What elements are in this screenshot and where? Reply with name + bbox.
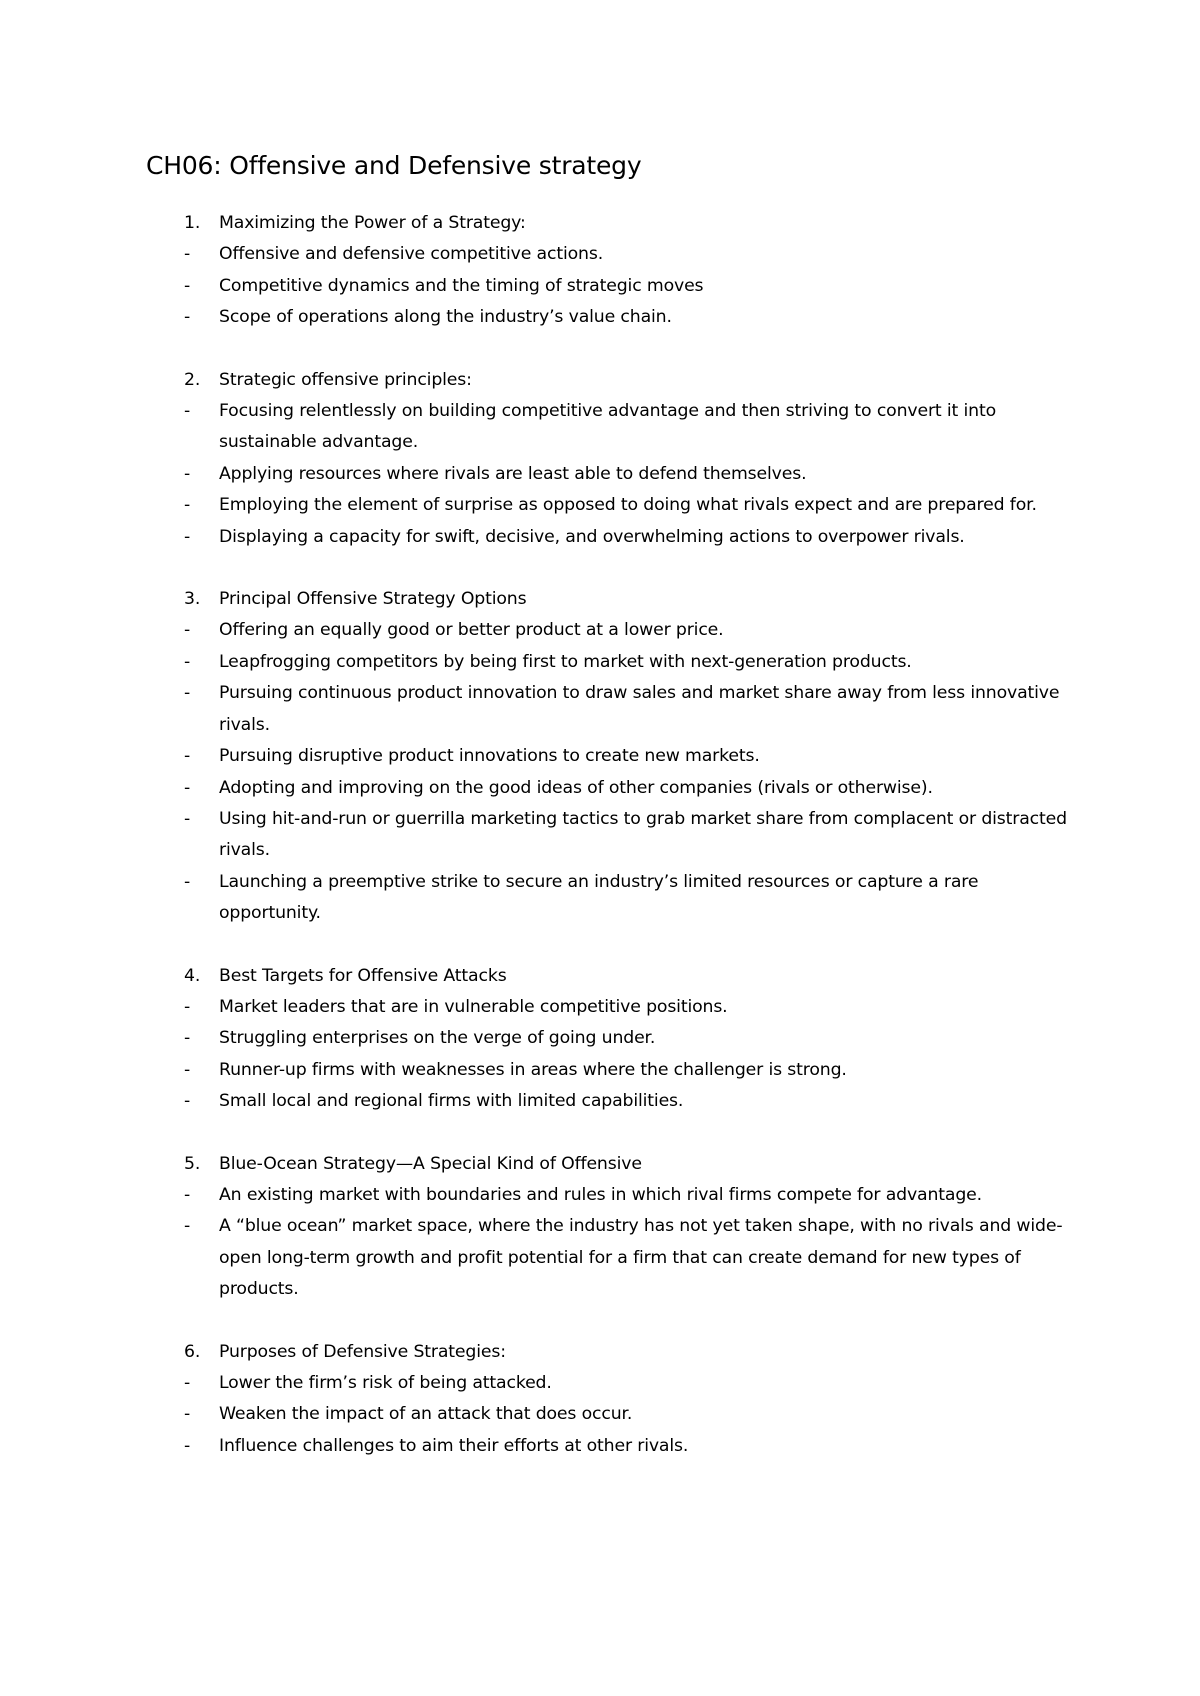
list-item-text: An existing market with boundaries and rules in which rival firms compete for advantage. <box>219 1184 983 1205</box>
dash-bullet-icon: - <box>184 777 191 798</box>
dash-bullet-icon: - <box>184 307 191 328</box>
list-item <box>184 804 1084 867</box>
list-item <box>184 867 1084 930</box>
dash-bullet-icon: - <box>184 1216 191 1237</box>
list-item <box>184 773 1084 804</box>
list-item <box>184 1055 1084 1086</box>
list-item-text: Using hit-and-run or guerrilla marketing tactics to grab market share from complacent or distracted rivals. <box>219 808 1067 861</box>
list-item-text: Adopting and improving on the good ideas of other companies (rivals or otherwise). <box>219 777 933 798</box>
list-item-text: Pursuing continuous product innovation to draw sales and market share away from less innovative rivals. <box>219 683 1060 735</box>
list-item <box>184 1431 1084 1462</box>
section-heading <box>184 1149 1084 1180</box>
dash-bullet-icon: - <box>184 651 191 672</box>
section-number: 4. <box>184 965 201 986</box>
list-item <box>184 1023 1084 1054</box>
list-item <box>184 615 1084 646</box>
list-item <box>184 490 1084 521</box>
section-number: 2. <box>184 369 201 390</box>
list-item <box>184 678 1084 741</box>
section-heading-text: Blue-Ocean Strategy—A Special Kind of Offensive <box>219 1153 642 1174</box>
list-item-text: Pursuing disruptive product innovations to create new markets. <box>219 746 760 767</box>
list-item-text: Displaying a capacity for swift, decisive, and overwhelming actions to overpower rivals. <box>219 526 965 547</box>
list-item <box>184 1086 1084 1117</box>
dash-bullet-icon: - <box>184 1059 191 1080</box>
dash-bullet-icon: - <box>184 746 191 767</box>
dash-bullet-icon: - <box>184 1028 191 1049</box>
document-title: CH06: Offensive and Defensive strategy <box>146 151 642 180</box>
dash-bullet-icon: - <box>184 463 191 484</box>
list-item <box>184 1180 1084 1211</box>
list-item <box>184 647 1084 678</box>
section-heading-text: Maximizing the Power of a Strategy: <box>219 213 526 233</box>
list-item-text: Launching a preemptive strike to secure an industry’s limited resources or capture a rare opportunity. <box>219 871 979 924</box>
dash-bullet-icon: - <box>184 275 191 296</box>
dash-bullet-icon: - <box>184 526 191 547</box>
section-2 <box>184 365 1084 553</box>
list-item <box>184 1211 1084 1305</box>
list-item <box>184 1399 1084 1430</box>
section-heading <box>184 961 1084 992</box>
dash-bullet-icon: - <box>184 808 191 829</box>
dash-bullet-icon: - <box>184 1404 191 1425</box>
dash-bullet-icon: - <box>184 401 191 422</box>
list-item-text: Struggling enterprises on the verge of going under. <box>219 1028 656 1049</box>
section-heading <box>184 584 1084 615</box>
dash-bullet-icon: - <box>184 620 191 641</box>
list-item-text: Influence challenges to aim their efforts at other rivals. <box>219 1435 689 1456</box>
list-item-text: Small local and regional firms with limited capabilities. <box>219 1091 684 1112</box>
list-item-text: Market leaders that are in vulnerable competitive positions. <box>219 996 728 1017</box>
dash-bullet-icon: - <box>184 1373 191 1393</box>
section-number: 1. <box>184 213 201 233</box>
section-4 <box>184 961 1084 1118</box>
list-item-text: Weaken the impact of an attack that does occur. <box>219 1404 633 1425</box>
list-item-text: Scope of operations along the industry’s value chain. <box>219 307 672 328</box>
section-heading <box>184 208 1084 239</box>
section-1 <box>184 208 1084 334</box>
dash-bullet-icon: - <box>184 996 191 1017</box>
dash-bullet-icon: - <box>184 683 191 704</box>
section-heading <box>184 365 1084 396</box>
dash-bullet-icon: - <box>184 871 191 892</box>
list-item <box>184 741 1084 772</box>
section-number: 6. <box>184 1341 201 1362</box>
dash-bullet-icon: - <box>184 244 191 265</box>
section-heading-text: Strategic offensive principles: <box>219 369 472 390</box>
list-item-text: Offensive and defensive competitive actions. <box>219 244 604 265</box>
list-item-text: A “blue ocean” market space, where the industry has not yet taken shape, with no rivals and wide-open long-term growth and profit potential for a firm that can create demand for new types of products. <box>219 1216 1063 1300</box>
dash-bullet-icon: - <box>184 1435 191 1456</box>
list-item <box>184 459 1084 490</box>
list-item <box>184 522 1084 553</box>
section-heading <box>184 1337 1084 1368</box>
section-6 <box>184 1337 1084 1463</box>
section-heading-text: Purposes of Defensive Strategies: <box>219 1341 506 1362</box>
list-item-text: Offering an equally good or better product at a lower price. <box>219 620 724 641</box>
list-item-text: Lower the firm’s risk of being attacked. <box>219 1373 552 1393</box>
list-item-text: Competitive dynamics and the timing of strategic moves <box>219 275 704 296</box>
list-item <box>184 396 1084 459</box>
list-item <box>184 1368 1084 1399</box>
document-body <box>184 208 1084 1493</box>
list-item <box>184 302 1084 333</box>
section-number: 3. <box>184 589 201 610</box>
list-item-text: Leapfrogging competitors by being first to market with next-generation products. <box>219 651 912 672</box>
list-item-text: Employing the element of surprise as opposed to doing what rivals expect and are prepared for. <box>219 495 1037 516</box>
list-item-text: Runner-up firms with weaknesses in areas where the challenger is strong. <box>219 1059 847 1080</box>
section-5 <box>184 1149 1084 1306</box>
section-number: 5. <box>184 1153 201 1174</box>
list-item-text: Focusing relentlessly on building competitive advantage and then striving to convert it into sustainable advantage. <box>219 401 997 453</box>
section-heading-text: Principal Offensive Strategy Options <box>219 589 527 610</box>
list-item <box>184 992 1084 1023</box>
list-item <box>184 271 1084 302</box>
list-item-text: Applying resources where rivals are least able to defend themselves. <box>219 463 807 484</box>
dash-bullet-icon: - <box>184 1091 191 1112</box>
list-item <box>184 239 1084 270</box>
dash-bullet-icon: - <box>184 1184 191 1205</box>
dash-bullet-icon: - <box>184 495 191 516</box>
section-heading-text: Best Targets for Offensive Attacks <box>219 965 507 986</box>
section-3 <box>184 584 1084 929</box>
